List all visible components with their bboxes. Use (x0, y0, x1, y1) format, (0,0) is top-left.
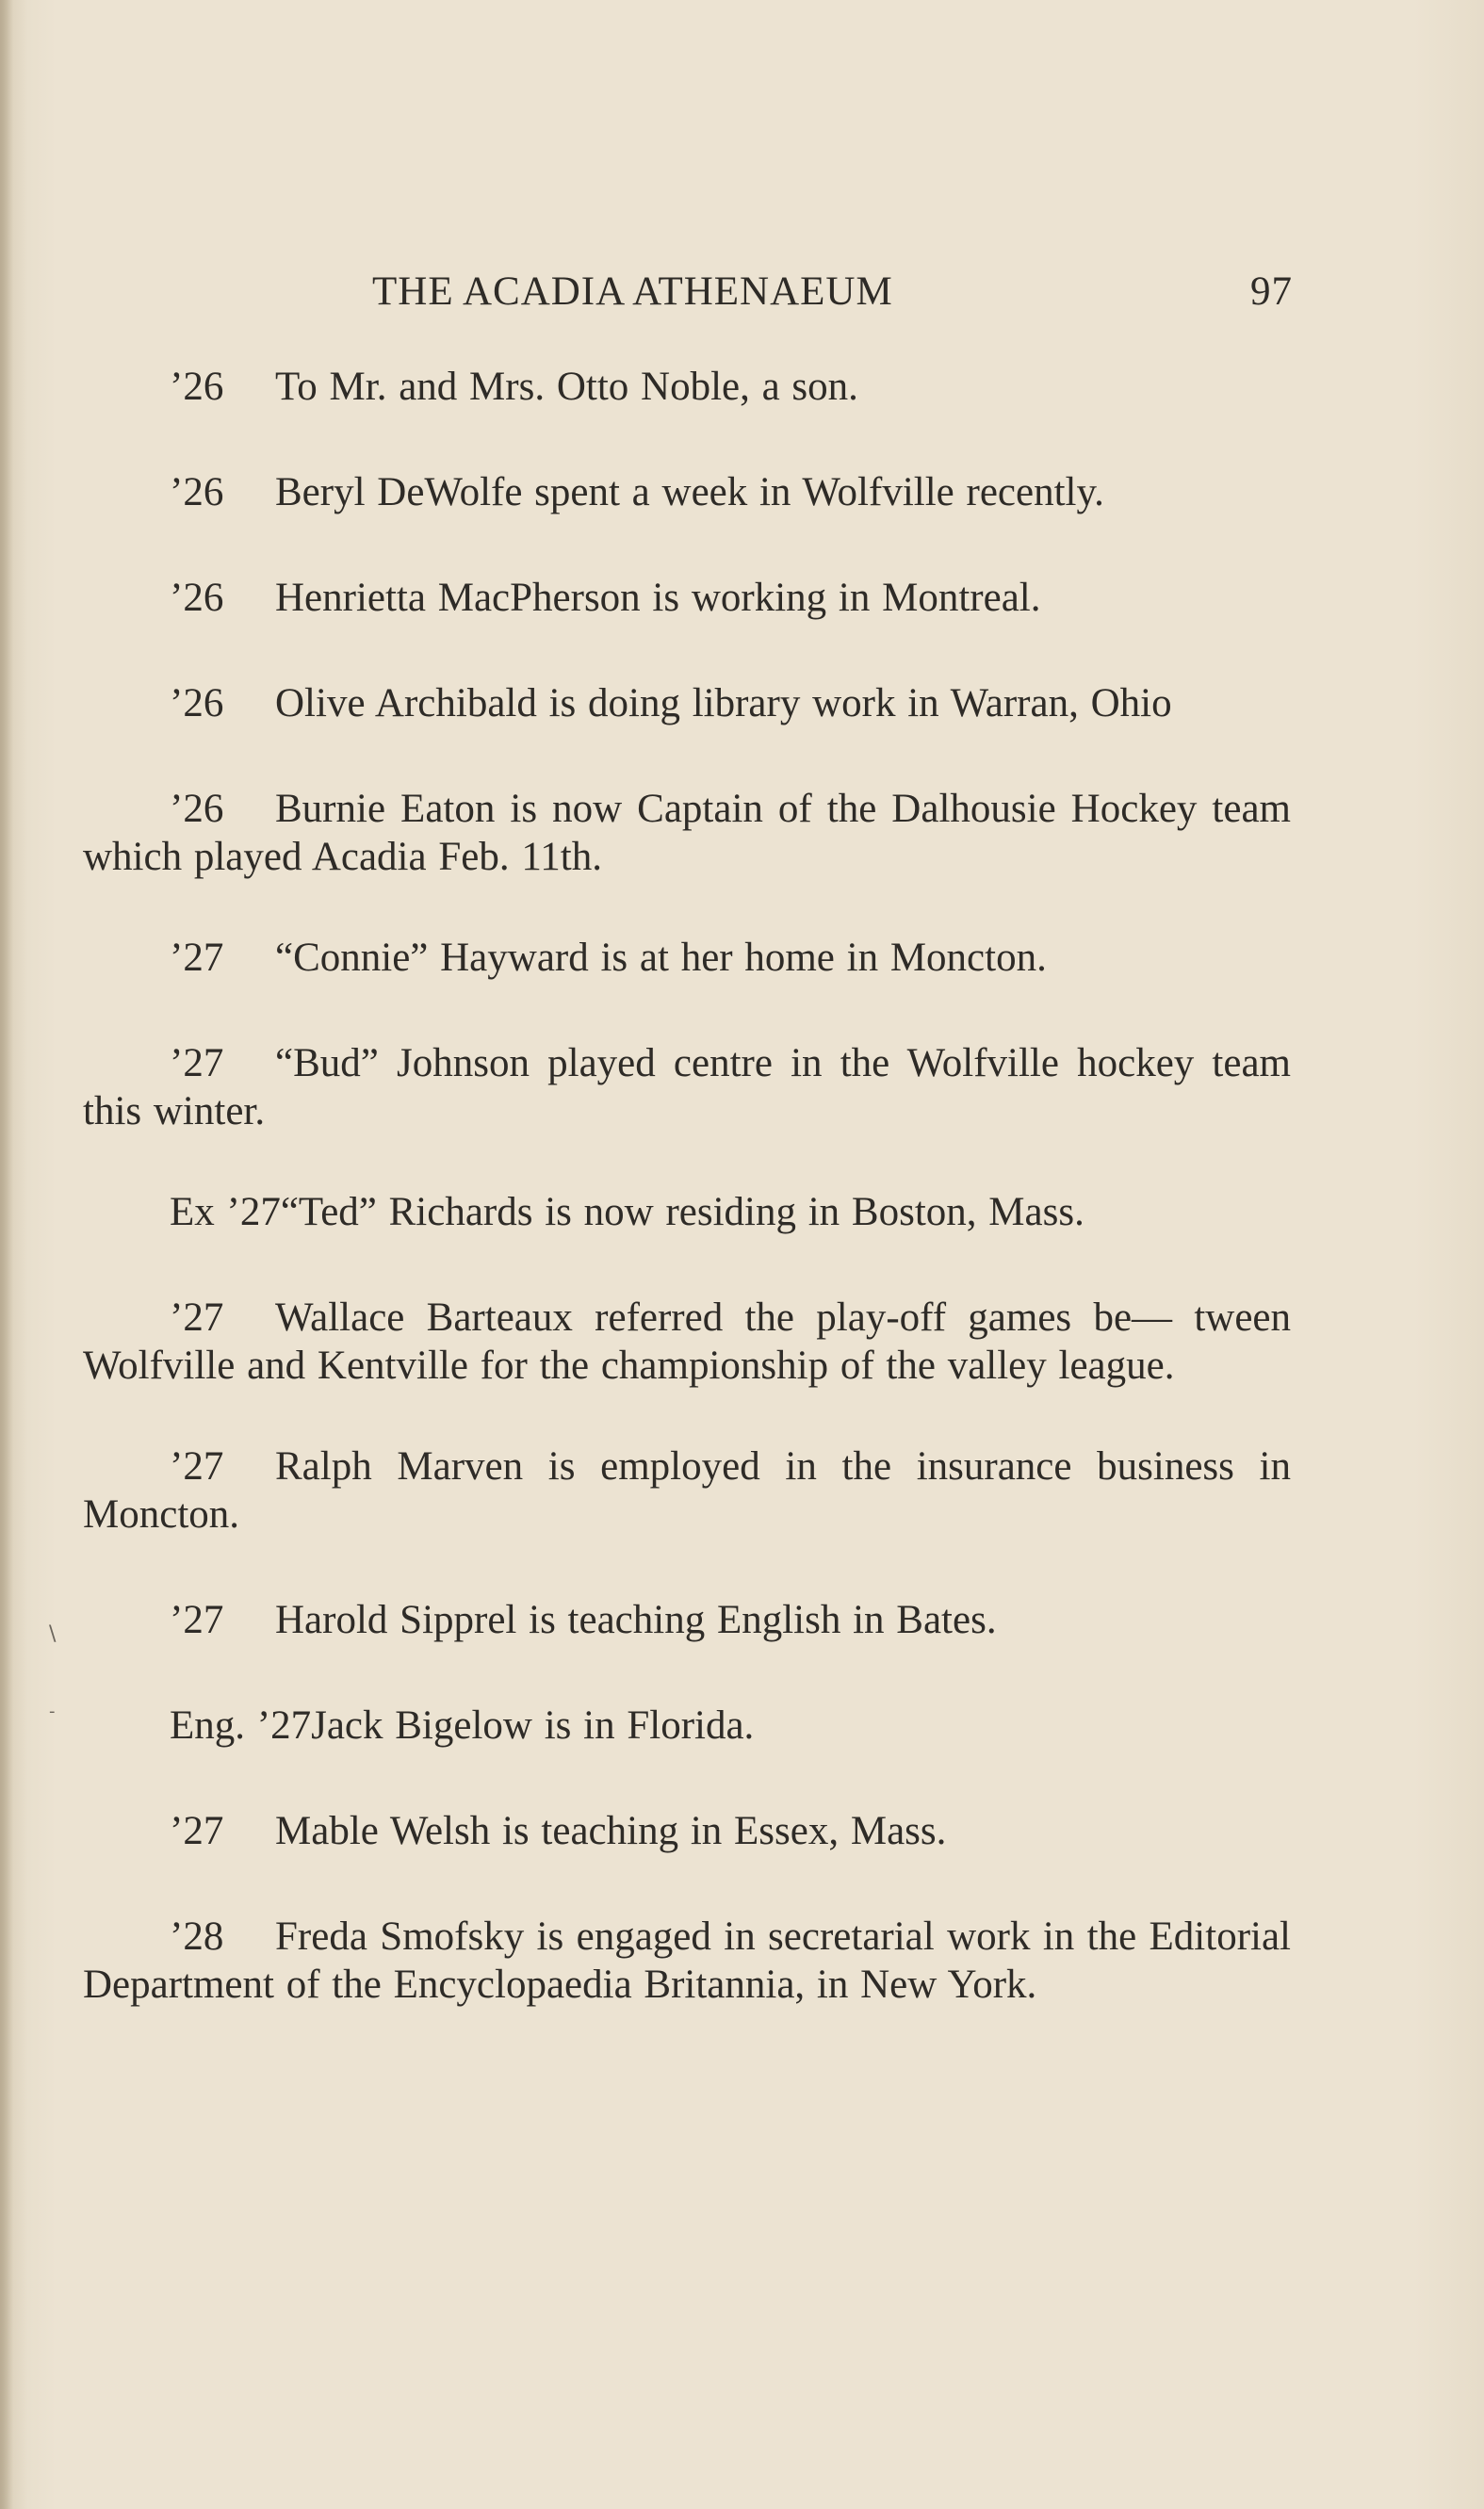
note-text: Burnie Eaton is now Captain of the Dalhousie Hockey team which played Acadia Feb. 11th. (83, 787, 1291, 879)
note-text: Ralph Marven is employed in the insurance business in Moncton. (83, 1444, 1291, 1537)
alumni-note (83, 468, 1291, 516)
note-text: Olive Archibald is doing library work in Warran, Ohio (275, 681, 1172, 725)
class-year: ’27 (170, 1041, 224, 1085)
class-year: Eng. ’27 (170, 1703, 312, 1748)
note-text: Freda Smofsky is engaged in secretarial work in the Editorial Department of the Encyclopaedia Britannia, in New York. (83, 1914, 1291, 2007)
class-year: ’26 (170, 681, 224, 725)
alumni-notes (83, 363, 1291, 2066)
alumni-note (83, 1039, 1291, 1135)
class-year: ’27 (170, 1809, 224, 1853)
page-number: 97 (1250, 269, 1293, 314)
class-year: ’27 (170, 1598, 224, 1642)
note-text: “Ted” Richards is now residing in Boston, Mass. (280, 1190, 1084, 1234)
alumni-note (83, 934, 1291, 982)
class-year: ’26 (170, 470, 224, 514)
journal-title: THE ACADIA ATHENAEUM (372, 269, 893, 314)
alumni-note (83, 785, 1291, 881)
alumni-note (83, 1596, 1291, 1644)
note-text: Beryl DeWolfe spent a week in Wolfville recently. (275, 470, 1104, 514)
note-text: To Mr. and Mrs. Otto Noble, a son. (275, 365, 858, 409)
alumni-note (83, 679, 1291, 727)
alumni-note (83, 1294, 1291, 1390)
note-text: Jack Bigelow is in Florida. (311, 1703, 755, 1748)
class-year: ’27 (170, 936, 224, 980)
note-text: Wallace Barteaux referred the play-off games be— tween Wolfville and Kentville for the championship of the valley league. (83, 1295, 1291, 1388)
alumni-note (83, 1702, 1291, 1750)
alumni-note (83, 1442, 1291, 1539)
note-text: Harold Sipprel is teaching English in Bates. (275, 1598, 997, 1642)
spine-shadow (0, 0, 13, 2509)
note-text: Henrietta MacPherson is working in Montreal. (275, 576, 1041, 620)
alumni-note (83, 363, 1291, 411)
class-year: ’26 (170, 365, 224, 409)
class-year: ’26 (170, 787, 224, 831)
alumni-note (83, 1807, 1291, 1855)
alumni-note (83, 1188, 1291, 1236)
running-header (0, 269, 1484, 316)
class-year: ’27 (170, 1444, 224, 1489)
class-year: Ex ’27 (170, 1190, 281, 1234)
alumni-note (83, 574, 1291, 622)
class-year: ’27 (170, 1295, 224, 1340)
page-speck: - (49, 1702, 56, 1721)
note-text: “Connie” Hayward is at her home in Moncton. (275, 936, 1047, 980)
class-year: ’28 (170, 1914, 224, 1959)
note-text: “Bud” Johnson played centre in the Wolfville hockey team this winter. (83, 1041, 1291, 1133)
note-text: Mable Welsh is teaching in Essex, Mass. (275, 1809, 947, 1853)
alumni-note (83, 1913, 1291, 2009)
class-year: ’26 (170, 576, 224, 620)
page-speck: \ (49, 1622, 57, 1646)
